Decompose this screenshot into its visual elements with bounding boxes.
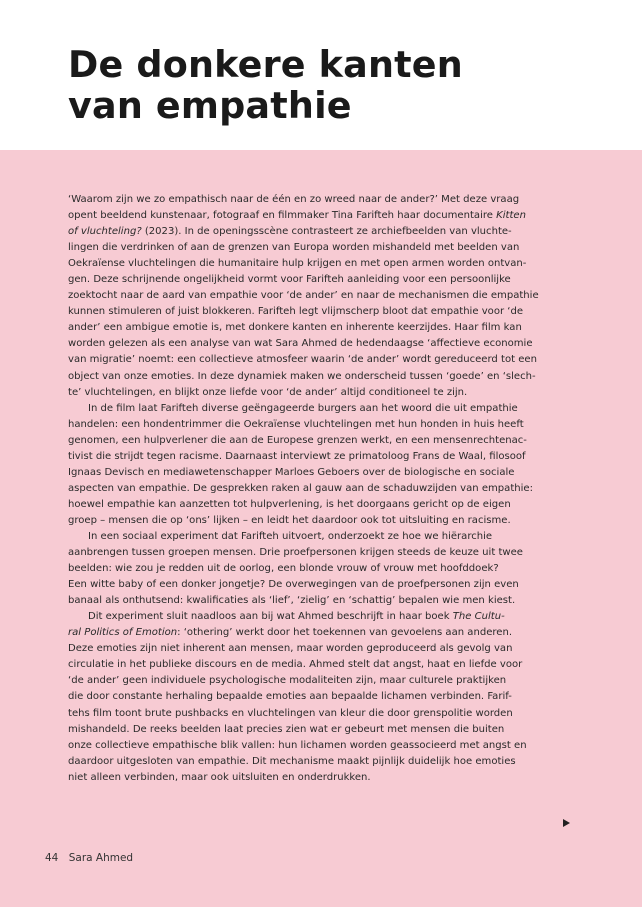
paragraph-2-line [68,449,578,465]
paragraph-4-line [68,673,578,689]
text-run: Deze emoties zijn niet inherent aan mensen, maar worden geproduceerd als gevolg van [68,643,513,655]
text-run: Ignaas Devisch en mediawetenschapper Marloes Geboers over de biologische en sociale [68,466,515,478]
end-of-article-triangle-icon [563,819,570,827]
paragraph-3-line [68,529,578,545]
paragraph-1-line [68,320,578,336]
paragraph-2-line [68,433,578,449]
italic-title: Kitten [496,210,526,222]
running-title: Sara Ahmed [68,852,134,864]
text-run: aspecten van empathie. De gesprekken raken al gauw aan de schaduwzijden van empathie: [68,482,534,494]
italic-title: ral Politics of Emotion [68,627,178,639]
text-run: Een witte baby of een donker jongetje? De overwegingen van de proefpersonen zijn even [68,579,519,591]
text-run: te’ vluchtelingen, en blijkt onze liefde voor ‘de ander’ altijd conditioneel te zijn. [68,386,468,398]
paragraph-2-line [68,513,578,529]
text-run: ‘de ander’ geen individuele psychologische modaliteiten zijn, maar culturele praktijken [68,675,507,687]
title-line-1: De donkere kanten [68,43,463,86]
text-run: lingen die verdrinken of aan de grenzen van Europa worden mishandeld met beelden van [68,242,520,254]
paragraph-4-line [68,641,578,657]
paragraph-4-line [68,689,578,705]
text-run: worden gelezen als een analyse van wat Sara Ahmed de hedendaagse ‘affectieve economie [68,338,533,350]
article-title [68,44,588,126]
text-run: tehs film toont brute pushbacks en vluchtelingen van kleur die door grenspolitie worden [68,707,513,719]
text-run: circulatie in het publieke discours en de media. Ahmed stelt dat angst, haat en liefde voor [68,659,523,671]
text-run: onze collectieve empathische blik vallen: hun lichamen worden geassocieerd met angst en [68,739,527,751]
text-run: Dit experiment sluit naadloos aan bij wat Ahmed beschrijft in haar boek [88,611,453,623]
paragraph-1-line [68,208,578,224]
text-run: In de film laat Farifteh diverse geëngageerde burgers aan het woord die uit empathie [88,402,518,414]
paragraph-2-line [68,497,578,513]
paragraph-2-line [68,481,578,497]
paragraph-2-line [68,465,578,481]
text-run: object van onze emoties. In deze dynamiek maken we onderscheid tussen ‘goede’ en ‘slech- [68,370,536,382]
paragraph-2-line [68,401,578,417]
paragraph-3-line [68,577,578,593]
paragraph-4-line [68,754,578,770]
text-run: opent beeldend kunstenaar, fotograaf en filmmaker Tina Farifteh haar documentaire [68,210,497,222]
text-run: hoewel empathie kan aanzetten tot hulpverlening, is het doorgaans gericht op de eigen [68,498,511,510]
text-run: tivist die strijdt tegen racisme. Daarnaast interviewt ze primatoloog Frans de Waal, filosoof [68,450,526,462]
text-run: In een sociaal experiment dat Farifteh uitvoert, onderzoekt ze hoe we hiërarchie [88,530,493,542]
text-run: van migratie’ noemt: een collectieve atmosfeer waarin ‘de ander’ wordt gereduceerd tot een [68,354,537,366]
text-run: groep – mensen die op ‘ons’ lijken – en leidt het daardoor ook tot uitsluiting en racisme. [68,514,511,526]
text-run: zoektocht naar de aard van empathie voor ‘de ander’ en naar de mechanismen die empathie [68,290,539,302]
text-run: gen. Deze schrijnende ongelijkheid vormt voor Farifteh aanleiding voor een persoonlijke [68,274,511,286]
paragraph-1-line [68,288,578,304]
paragraph-1-line [68,369,578,385]
paragraph-1-line [68,304,578,320]
paragraph-1-line [68,192,578,208]
text-run: banaal als onthutsend: kwalificaties als ‘lief’, ‘zielig’ en ‘schattig’ bepalen wie men kiest. [68,595,516,607]
paragraph-4-line [68,738,578,754]
paragraph-1-line [68,336,578,352]
paragraph-4-line [68,770,578,786]
italic-title: of vluchteling? [68,226,142,238]
text-run: genomen, een hulpverlener die aan de Europese grenzen werkt, en een mensenrechtenac- [68,434,527,446]
page-number: 44 [45,852,59,864]
paragraph-1-line [68,352,578,368]
paragraph-4-line [68,722,578,738]
paragraph-4-line [68,657,578,673]
text-run: aanbrengen tussen groepen mensen. Drie proefpersonen krijgen steeds de keuze uit twee [68,547,523,559]
text-run: mishandeld. De reeks beelden laat precies zien wat er gebeurt met mensen die buiten [68,723,505,735]
paragraph-2-line [68,417,578,433]
text-run: beelden: wie zou je redden uit de oorlog, een blonde vrouw of vrouw met hoofddoek? [68,563,499,575]
text-run: handelen: een hondentrimmer die Oekraïense vluchtelingen met hun honden in huis heeft [68,418,524,430]
text-run: die door constante herhaling bepaalde emoties aan bepaalde lichamen verbinden. Farif- [68,691,512,703]
paragraph-1-line [68,256,578,272]
text-run: ander’ een ambigue emotie is, met donkere kanten en inherente keerzijdes. Haar film kan [68,322,522,334]
text-run: niet alleen verbinden, maar ook uitsluiten en onderdrukken. [68,771,371,783]
text-run: : ‘othering’ werkt door het toekennen van gevoelens aan anderen. [177,627,513,639]
paragraph-4-line [68,609,578,625]
text-run: Oekraïense vluchtelingen die humanitaire hulp krijgen en met open armen worden ontvan- [68,258,527,270]
paragraph-1-line [68,224,578,240]
text-run: daardoor uitgesloten van empathie. Dit mechanisme maakt pijnlijk duidelijk hoe emoties [68,755,516,767]
paragraph-1-line [68,272,578,288]
paragraph-3-line [68,545,578,561]
article-body [68,192,578,786]
italic-title: The Cultu- [452,611,505,623]
paragraph-1-line [68,240,578,256]
paragraph-3-line [68,593,578,609]
paragraph-1-line [68,385,578,401]
paragraph-3-line [68,561,578,577]
text-run: (2023). In de openingsscène contrasteert ze archiefbeelden van vluchte- [141,226,512,238]
text-run: kunnen stimuleren of juist blokkeren. Farifteh legt vlijmscherp bloot dat empathie voor ‘de [68,306,524,318]
title-line-2: van empathie [68,84,352,127]
text-run: ‘Waarom zijn we zo empathisch naar de één en zo wreed naar de ander?’ Met deze vraag [68,194,520,205]
paragraph-4-line [68,706,578,722]
paragraph-4-line [68,625,578,641]
page-footer [45,852,133,864]
